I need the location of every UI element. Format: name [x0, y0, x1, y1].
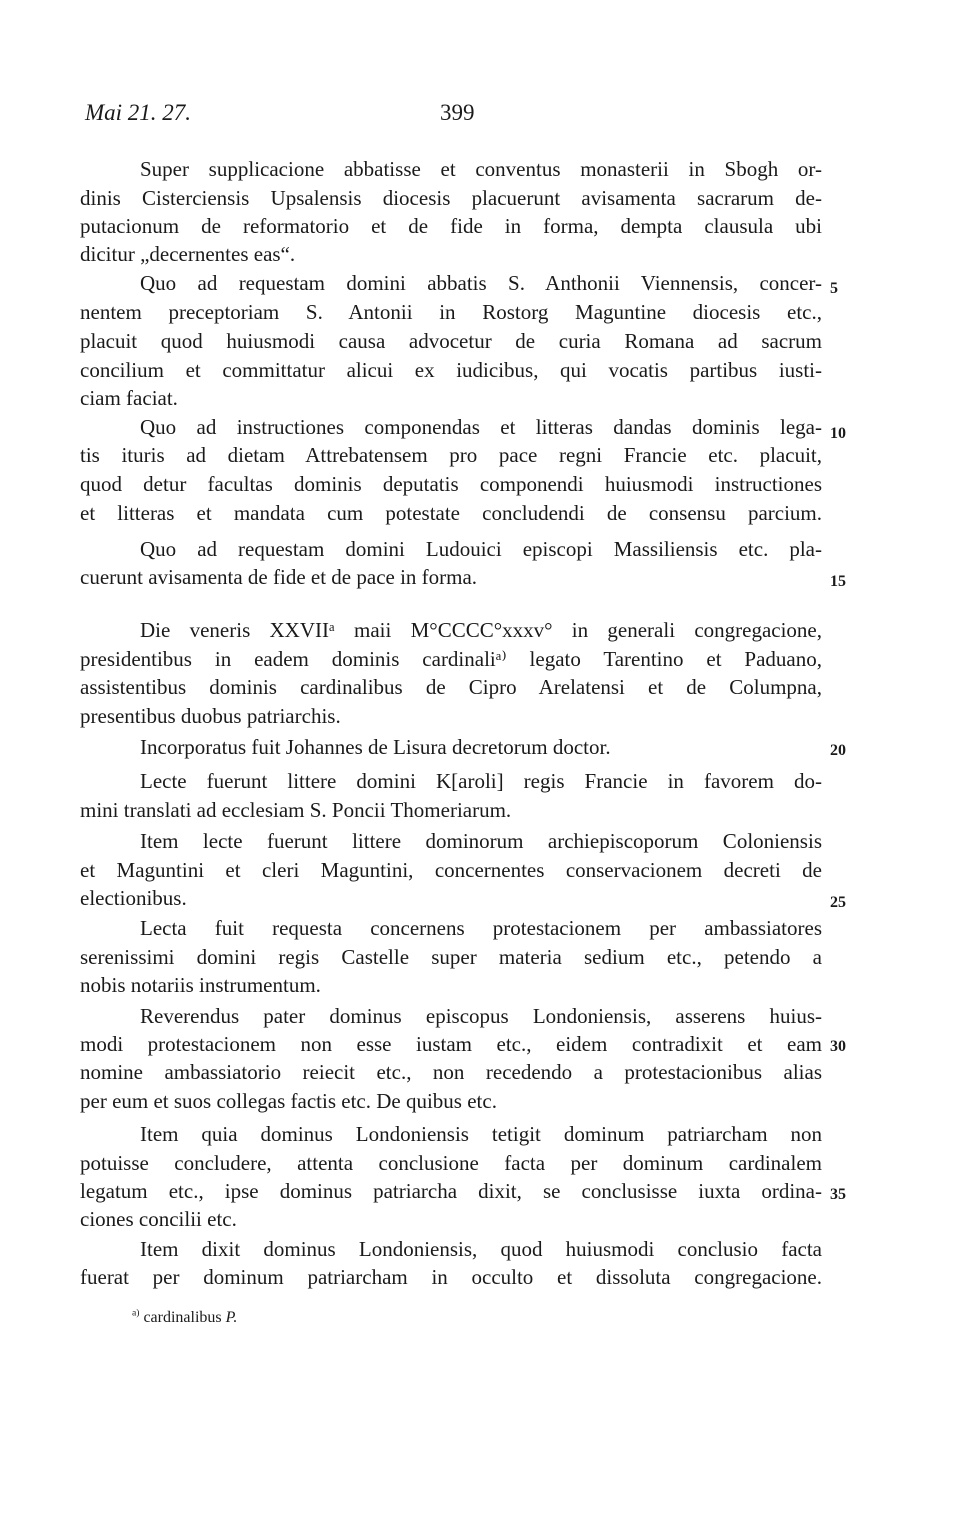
- running-head: Mai 21. 27.: [85, 100, 192, 125]
- text-line: dinis Cisterciensis Upsalensis diocesis placuerunt avisamenta sacrarum de-: [80, 186, 822, 210]
- text-line: Die veneris XXVIIᵃ maii M°CCCC°xxxv° in generali congregacione,: [140, 618, 822, 642]
- text-line: Item quia dominus Londoniensis tetigit dominum patriarcham non: [140, 1122, 822, 1146]
- line-number: 35: [830, 1186, 846, 1203]
- text-line: nentem preceptoriam S. Antonii in Rostorg Maguntine diocesis etc.,: [80, 300, 822, 324]
- text-line: presentibus duobus patriarchis.: [80, 704, 341, 728]
- footnote: [132, 1309, 237, 1327]
- text-line: cuerunt avisamenta de fide et de pace in forma.: [80, 565, 478, 589]
- text-line: putacionum de reformatorio et de fide in forma, dempta clausula ubi: [80, 214, 822, 238]
- text-line: Quo ad requestam domini Ludouici episcopi Massiliensis etc. pla-: [140, 537, 822, 561]
- line-number: 20: [830, 742, 846, 759]
- text-line: assistentibus dominis cardinalibus de Cipro Arelatensi et de Columpna,: [80, 675, 822, 699]
- text-line: Reverendus pater dominus episcopus Londoniensis, asserens huius-: [140, 1004, 822, 1028]
- text-line: mini translati ad ecclesiam S. Poncii Thomeriarum.: [80, 798, 512, 822]
- line-number: 25: [830, 894, 846, 911]
- line-number: 10: [830, 425, 846, 442]
- running-header: [0, 100, 960, 134]
- text-line: potuisse concludere, attenta conclusione facta per dominum cardinalem: [80, 1151, 822, 1175]
- text-line: Lecte fuerunt littere domini K[aroli] regis Francie in favorem do-: [140, 769, 822, 793]
- text-line: nobis notariis instrumentum.: [80, 973, 321, 997]
- text-line: placuit quod huiusmodi causa advocetur de curia Romana ad sacrum: [80, 329, 822, 353]
- text-line: et Maguntini et cleri Maguntini, concernentes conservacionem decreti de: [80, 858, 822, 882]
- text-line: dicitur „decernentes eas“.: [80, 242, 296, 266]
- text-line: ciam faciat.: [80, 386, 178, 410]
- text-line: concilium et committatur alicui ex iudicibus, qui vocatis partibus iusti-: [80, 358, 822, 382]
- text-line: Item dixit dominus Londoniensis, quod huiusmodi conclusio facta: [140, 1237, 822, 1261]
- line-number: 5: [830, 280, 838, 297]
- text-line: Quo ad requestam domini abbatis S. Anthonii Viennensis, concer-: [140, 271, 822, 295]
- text-line: tis ituris ad dietam Attrebatensem pro pace regni Francie etc. placuit,: [80, 443, 822, 467]
- text-line: Quo ad instructiones componendas et litteras dandas dominis lega-: [140, 415, 822, 439]
- text-line: legatum etc., ipse dominus patriarcha dixit, se conclusisse iuxta ordina-: [80, 1179, 822, 1203]
- text-line: quod detur facultas dominis deputatis componendi huiusmodi instructiones: [80, 472, 822, 496]
- text-line: electionibus.: [80, 886, 187, 910]
- text-line: Lecta fuit requesta concernens protestacionem per ambassiatores: [140, 916, 822, 940]
- text-line: Incorporatus fuit Johannes de Lisura decretorum doctor.: [140, 735, 611, 759]
- page-number: 399: [440, 100, 475, 125]
- line-number: 30: [830, 1038, 846, 1055]
- text-line: presidentibus in eadem dominis cardinaliᵃ⁾ legato Tarentino et Paduano,: [80, 647, 822, 671]
- text-line: ciones concilii etc.: [80, 1207, 237, 1231]
- text-line: Super supplicacione abbatisse et conventus monasterii in Sbogh or-: [140, 157, 822, 181]
- text-line: serenissimi domini regis Castelle super materia sedium etc., petendo a: [80, 945, 822, 969]
- line-number: 15: [830, 573, 846, 590]
- text-line: et litteras et mandata cum potestate concludendi de consensu parcium.: [80, 501, 822, 525]
- text-line: modi protestacionem non esse iustam etc., eidem contradixit et eam: [80, 1032, 822, 1056]
- footnote-text: cardinalibus: [143, 1309, 222, 1326]
- footnote-siglum: P.: [225, 1309, 238, 1326]
- footnote-mark: a): [132, 1307, 140, 1319]
- text-line: fuerat per dominum patriarcham in occulto et dissoluta congregacione.: [80, 1265, 822, 1289]
- text-line: Item lecte fuerunt littere dominorum archiepiscoporum Coloniensis: [140, 829, 822, 853]
- text-line: per eum et suos collegas factis etc. De quibus etc.: [80, 1089, 497, 1113]
- text-line: nomine ambassiatorio reiecit etc., non recedendo a protestacionibus alias: [80, 1060, 822, 1084]
